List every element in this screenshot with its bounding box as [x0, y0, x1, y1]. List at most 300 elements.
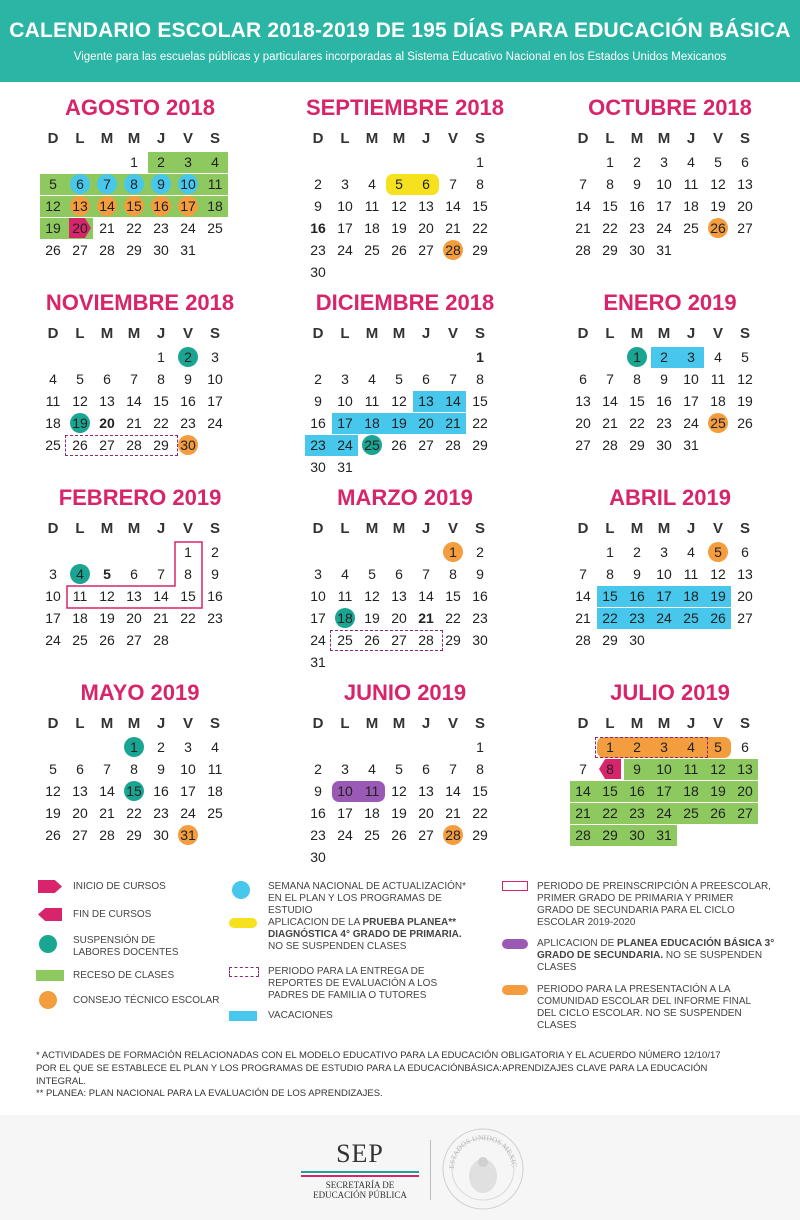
day-cell: 1 [606, 544, 614, 560]
day-cell: 20 [737, 198, 753, 214]
day-cell: 30 [629, 827, 645, 843]
weekday-label: J [156, 325, 166, 342]
weekday-label: M [392, 715, 406, 732]
legend-inicio: INICIO DE CURSOS [73, 881, 166, 892]
day-cell: 27 [737, 220, 753, 236]
day-cell: 17 [337, 805, 353, 821]
day-cell: 28 [153, 632, 169, 648]
day-cell: 12 [710, 176, 726, 192]
day-cell: 22 [602, 610, 618, 626]
weekday-label: D [47, 520, 59, 537]
day-cell: 2 [314, 371, 322, 387]
day-cell: 28 [602, 437, 618, 453]
day-cell: 30 [629, 632, 645, 648]
footnote-1: * ACTIVIDADES DE FORMACIÓN RELACIONADAS CON EL MODELO EDUCATIVO PARA LA EDUCACIÓN OBLIGATORIA Y EL ACUERDO NÚMERO 12/10/17 POR EL QUE SE ESTABLECE EL PLAN Y LOS PROGRAMAS DE ESTUDIO PARA LA EDUCACIÓNBÁSICA:APRENDIZAJES CLAVE PARA LA EDUCACIÓN INTEGRAL. [36, 1050, 721, 1087]
day-cell: 7 [579, 761, 587, 777]
weekday-label: L [340, 130, 350, 147]
day-cell: 19 [364, 610, 380, 626]
day-cell: 3 [687, 349, 695, 365]
day-cell: 4 [368, 176, 376, 192]
day-cell: 7 [422, 566, 430, 582]
day-cell: 4 [341, 566, 349, 582]
weekday-label: S [209, 520, 220, 537]
day-cell: 19 [45, 805, 61, 821]
day-cell: 11 [45, 393, 61, 409]
day-cell: 25 [364, 242, 380, 258]
weekday-label: S [209, 130, 220, 147]
weekday-label: M [365, 715, 379, 732]
month-title: MARZO 2019 [337, 485, 473, 510]
day-cell: 2 [633, 544, 641, 560]
day-cell: 20 [126, 610, 142, 626]
day-cell: 23 [472, 610, 488, 626]
weekday-label: V [712, 325, 723, 342]
day-cell: 8 [633, 371, 641, 387]
orange-box-icon [502, 985, 528, 995]
day-cell: 8 [476, 761, 484, 777]
day-cell: 15 [126, 198, 142, 214]
yellow-box-icon [229, 918, 257, 928]
sep-logo-text: SEP [336, 1139, 384, 1168]
weekday-label: V [447, 520, 458, 537]
day-cell: 27 [575, 437, 591, 453]
day-cell: 18 [364, 805, 380, 821]
weekday-label: L [340, 325, 350, 342]
day-cell: 30 [310, 849, 326, 865]
day-cell: 18 [364, 415, 380, 431]
day-cell: 10 [310, 588, 326, 604]
weekday-label: M [657, 715, 671, 732]
weekday-label: L [605, 325, 615, 342]
day-cell: 24 [180, 805, 196, 821]
legend-suspension: SUSPENSIÓN DE LABORES DOCENTES [73, 935, 179, 958]
weekday-label: M [365, 325, 379, 342]
day-cell: 16 [472, 588, 488, 604]
day-cell: 2 [633, 154, 641, 170]
day-cell: 24 [683, 415, 699, 431]
day-cell: 4 [687, 739, 695, 755]
day-cell: 16 [629, 783, 645, 799]
day-cell: 16 [629, 198, 645, 214]
day-cell: 24 [337, 242, 353, 258]
day-cell: 16 [180, 393, 196, 409]
day-cell: 25 [364, 437, 380, 453]
day-cell: 4 [687, 154, 695, 170]
day-cell: 17 [337, 415, 353, 431]
day-cell: 10 [45, 588, 61, 604]
day-cell: 3 [341, 761, 349, 777]
day-cell: 15 [472, 783, 488, 799]
weekday-label: J [156, 520, 166, 537]
legend-planea-secundaria [537, 938, 777, 974]
day-cell: 30 [629, 242, 645, 258]
day-cell: 28 [99, 242, 115, 258]
day-cell: 30 [472, 632, 488, 648]
day-cell: 19 [391, 805, 407, 821]
day-cell: 24 [337, 437, 353, 453]
day-cell: 29 [126, 242, 142, 258]
weekday-label: V [447, 325, 458, 342]
day-cell: 23 [153, 805, 169, 821]
day-cell: 3 [341, 371, 349, 387]
day-cell: 21 [575, 220, 591, 236]
month-title: JULIO 2019 [610, 680, 730, 705]
day-cell: 4 [368, 761, 376, 777]
day-cell: 19 [710, 588, 726, 604]
day-cell: 25 [683, 805, 699, 821]
day-cell: 1 [476, 739, 484, 755]
day-cell: 25 [72, 632, 88, 648]
weekday-label: M [392, 130, 406, 147]
footer-divider [430, 1140, 431, 1200]
legend-planea-primaria-b: PRUEBA PLANEA** DIAGNÓSTICA 4° GRADO DE PRIMARIA. [268, 917, 462, 940]
day-cell: 16 [310, 805, 326, 821]
weekday-label: D [577, 715, 589, 732]
day-cell: 16 [207, 588, 223, 604]
day-cell: 15 [153, 393, 169, 409]
legend-planea-secundaria-a: APLICACION DE [537, 938, 618, 949]
day-cell: 11 [337, 588, 353, 604]
day-cell: 14 [99, 783, 115, 799]
day-cell: 29 [602, 632, 618, 648]
weekday-label: J [686, 715, 696, 732]
weekday-label: S [209, 325, 220, 342]
weekday-label: D [47, 325, 59, 342]
day-cell: 24 [310, 632, 326, 648]
weekday-label: M [365, 520, 379, 537]
header-banner [0, 0, 800, 82]
day-cell: 28 [575, 242, 591, 258]
day-cell: 3 [49, 566, 57, 582]
teal-dot-icon [39, 935, 57, 953]
day-cell: 15 [445, 588, 461, 604]
day-cell: 18 [207, 783, 223, 799]
day-cell: 23 [629, 610, 645, 626]
day-cell: 20 [72, 805, 88, 821]
day-cell: 22 [472, 220, 488, 236]
day-cell: 2 [633, 739, 641, 755]
day-cell: 30 [310, 264, 326, 280]
day-cell: 18 [72, 610, 88, 626]
day-cell: 10 [180, 761, 196, 777]
day-cell: 13 [72, 198, 88, 214]
day-cell: 28 [575, 632, 591, 648]
month-title: MAYO 2019 [80, 680, 200, 705]
day-cell: 1 [476, 349, 484, 365]
day-cell: 16 [656, 393, 672, 409]
weekday-label: V [712, 715, 723, 732]
sep-logo [295, 1139, 425, 1200]
weekday-label: L [340, 715, 350, 732]
day-cell: 9 [314, 198, 322, 214]
day-cell: 19 [45, 220, 61, 236]
weekday-label: J [421, 520, 431, 537]
day-cell: 9 [633, 761, 641, 777]
day-cell: 31 [337, 459, 353, 475]
month-title: NOVIEMBRE 2018 [45, 290, 235, 315]
day-cell: 26 [72, 437, 88, 453]
day-cell: 23 [207, 610, 223, 626]
day-cell: 26 [710, 610, 726, 626]
day-cell: 5 [395, 371, 403, 387]
day-cell: 18 [337, 610, 353, 626]
day-cell: 26 [391, 827, 407, 843]
day-cell: 9 [633, 566, 641, 582]
weekday-label: M [630, 520, 644, 537]
sep-flag-lines [301, 1171, 419, 1177]
day-cell: 19 [72, 415, 88, 431]
day-cell: 12 [391, 783, 407, 799]
month-title: FEBRERO 2019 [58, 485, 222, 510]
day-cell: 25 [207, 220, 223, 236]
day-cell: 6 [422, 761, 430, 777]
weekday-label: L [75, 715, 85, 732]
day-cell: 29 [472, 827, 488, 843]
day-cell: 23 [153, 220, 169, 236]
month-title: AGOSTO 2018 [65, 95, 215, 120]
weekday-label: L [75, 520, 85, 537]
day-cell: 22 [602, 805, 618, 821]
weekday-label: J [686, 325, 696, 342]
day-cell: 23 [310, 437, 326, 453]
day-cell: 31 [180, 827, 196, 843]
weekday-label: M [100, 520, 114, 537]
day-cell: 17 [683, 393, 699, 409]
day-cell: 1 [476, 154, 484, 170]
day-cell: 8 [606, 761, 614, 777]
day-cell: 1 [633, 349, 641, 365]
day-cell: 20 [418, 415, 434, 431]
day-cell: 5 [714, 544, 722, 560]
day-cell: 7 [157, 566, 165, 582]
day-cell: 7 [103, 761, 111, 777]
day-cell: 6 [76, 761, 84, 777]
weekday-label: S [474, 325, 485, 342]
day-cell: 10 [180, 176, 196, 192]
day-cell: 2 [211, 544, 219, 560]
legend-periodo-reportes: PERIODO PARA LA ENTREGA DE REPORTES DE EVALUACIÓN A LOS PADRES DE FAMILIA O TUTORES [268, 966, 438, 1001]
day-cell: 24 [207, 415, 223, 431]
weekday-label: M [630, 130, 644, 147]
day-cell: 25 [207, 805, 223, 821]
day-cell: 7 [606, 371, 614, 387]
day-cell: 11 [364, 198, 380, 214]
month-title: DICIEMBRE 2018 [315, 290, 495, 315]
day-cell: 15 [602, 783, 618, 799]
day-cell: 24 [656, 610, 672, 626]
day-cell: 18 [683, 588, 699, 604]
day-cell: 5 [714, 739, 722, 755]
day-cell: 7 [449, 761, 457, 777]
day-cell: 18 [364, 220, 380, 236]
day-cell: 28 [126, 437, 142, 453]
day-cell: 6 [76, 176, 84, 192]
day-cell: 15 [126, 783, 142, 799]
day-cell: 2 [314, 176, 322, 192]
weekday-label: L [605, 130, 615, 147]
weekday-label: D [577, 325, 589, 342]
day-cell: 10 [656, 761, 672, 777]
day-cell: 29 [602, 242, 618, 258]
month-title: JUNIO 2019 [343, 680, 467, 705]
day-cell: 13 [737, 761, 753, 777]
day-cell: 14 [575, 198, 591, 214]
day-cell: 10 [207, 371, 223, 387]
day-cell: 9 [314, 393, 322, 409]
day-cell: 27 [72, 827, 88, 843]
day-cell: 18 [45, 415, 61, 431]
day-cell: 29 [472, 437, 488, 453]
day-cell: 13 [126, 588, 142, 604]
month-title: OCTUBRE 2018 [588, 95, 752, 120]
day-cell: 31 [656, 242, 672, 258]
legend-fin: FIN DE CURSOS [73, 909, 152, 920]
day-cell: 22 [126, 220, 142, 236]
day-cell: 24 [180, 220, 196, 236]
day-cell: 4 [49, 371, 57, 387]
weekday-label: J [686, 130, 696, 147]
legend-vacaciones: VACACIONES [268, 1010, 333, 1021]
day-cell: 5 [49, 761, 57, 777]
weekday-label: M [657, 325, 671, 342]
day-cell: 25 [45, 437, 61, 453]
day-cell: 18 [683, 198, 699, 214]
legend-consejo: CONSEJO TÉCNICO ESCOLAR [73, 995, 220, 1006]
day-cell: 17 [656, 783, 672, 799]
day-cell: 14 [126, 393, 142, 409]
day-cell: 7 [449, 176, 457, 192]
day-cell: 31 [310, 654, 326, 670]
day-cell: 17 [207, 393, 223, 409]
day-cell: 25 [710, 415, 726, 431]
day-cell: 10 [656, 566, 672, 582]
day-cell: 18 [207, 198, 223, 214]
day-cell: 21 [126, 415, 142, 431]
day-cell: 21 [99, 220, 115, 236]
day-cell: 13 [72, 783, 88, 799]
day-cell: 24 [656, 805, 672, 821]
day-cell: 6 [130, 566, 138, 582]
weekday-label: V [712, 130, 723, 147]
day-cell: 20 [575, 415, 591, 431]
weekday-label: V [182, 715, 193, 732]
day-cell: 9 [660, 371, 668, 387]
legend-planea-primaria-c: NO SE SUSPENDEN CLASES [268, 941, 407, 952]
day-cell: 8 [606, 176, 614, 192]
weekday-label: M [100, 715, 114, 732]
day-cell: 22 [126, 805, 142, 821]
day-cell: 13 [99, 393, 115, 409]
day-cell: 9 [476, 566, 484, 582]
day-cell: 8 [130, 176, 138, 192]
month-title: SEPTIEMBRE 2018 [305, 95, 505, 120]
legend-planea-primaria-a: APLICACION DE LA [268, 917, 363, 928]
day-cell: 1 [130, 739, 138, 755]
day-cell: 11 [683, 761, 699, 777]
day-cell: 28 [445, 437, 461, 453]
orange-dot-icon [39, 991, 57, 1009]
page-title: CALENDARIO ESCOLAR 2018-2019 DE 195 DÍAS PARA EDUCACIÓN BÁSICA [9, 19, 791, 42]
weekday-label: S [209, 715, 220, 732]
day-cell: 2 [660, 349, 668, 365]
day-cell: 26 [364, 632, 380, 648]
weekday-label: D [577, 520, 589, 537]
day-cell: 8 [476, 371, 484, 387]
day-cell: 15 [602, 198, 618, 214]
day-cell: 8 [130, 761, 138, 777]
day-cell: 28 [418, 632, 434, 648]
day-cell: 9 [184, 371, 192, 387]
day-cell: 13 [418, 393, 434, 409]
day-cell: 4 [211, 154, 219, 170]
day-cell: 31 [656, 827, 672, 843]
weekday-label: J [156, 715, 166, 732]
day-cell: 11 [364, 783, 380, 799]
day-cell: 20 [99, 415, 115, 431]
weekday-label: M [100, 325, 114, 342]
day-cell: 20 [737, 588, 753, 604]
day-cell: 11 [683, 566, 699, 582]
day-cell: 23 [629, 805, 645, 821]
day-cell: 30 [153, 242, 169, 258]
day-cell: 31 [180, 242, 196, 258]
day-cell: 11 [364, 393, 380, 409]
weekday-label: J [156, 130, 166, 147]
day-cell: 20 [418, 220, 434, 236]
weekday-label: J [421, 130, 431, 147]
day-cell: 17 [337, 220, 353, 236]
day-cell: 18 [683, 783, 699, 799]
weekday-label: L [75, 325, 85, 342]
day-cell: 4 [687, 544, 695, 560]
day-cell: 6 [103, 371, 111, 387]
day-cell: 25 [683, 610, 699, 626]
day-cell: 27 [72, 242, 88, 258]
day-cell: 31 [683, 437, 699, 453]
day-cell: 27 [99, 437, 115, 453]
weekday-label: J [421, 325, 431, 342]
day-cell: 10 [337, 783, 353, 799]
day-cell: 9 [211, 566, 219, 582]
day-cell: 13 [737, 176, 753, 192]
day-cell: 19 [737, 393, 753, 409]
mexico-seal [440, 1126, 526, 1212]
month-title: ABRIL 2019 [609, 485, 731, 510]
day-cell: 21 [445, 415, 461, 431]
day-cell: 5 [76, 371, 84, 387]
day-cell: 7 [130, 371, 138, 387]
day-cell: 28 [99, 827, 115, 843]
day-cell: 5 [714, 154, 722, 170]
day-cell: 3 [184, 154, 192, 170]
day-cell: 28 [445, 242, 461, 258]
start-flag-icon [38, 880, 62, 893]
weekday-label: J [421, 715, 431, 732]
day-cell: 16 [153, 783, 169, 799]
day-cell: 16 [153, 198, 169, 214]
day-cell: 19 [710, 198, 726, 214]
day-cell: 3 [211, 349, 219, 365]
weekday-label: M [630, 325, 644, 342]
blue-box-icon [229, 1011, 257, 1021]
day-cell: 3 [314, 566, 322, 582]
day-cell: 27 [737, 610, 753, 626]
day-cell: 1 [449, 544, 457, 560]
weekday-label: V [182, 520, 193, 537]
weekday-label: M [657, 130, 671, 147]
weekday-label: D [312, 325, 324, 342]
weekday-label: M [127, 715, 141, 732]
